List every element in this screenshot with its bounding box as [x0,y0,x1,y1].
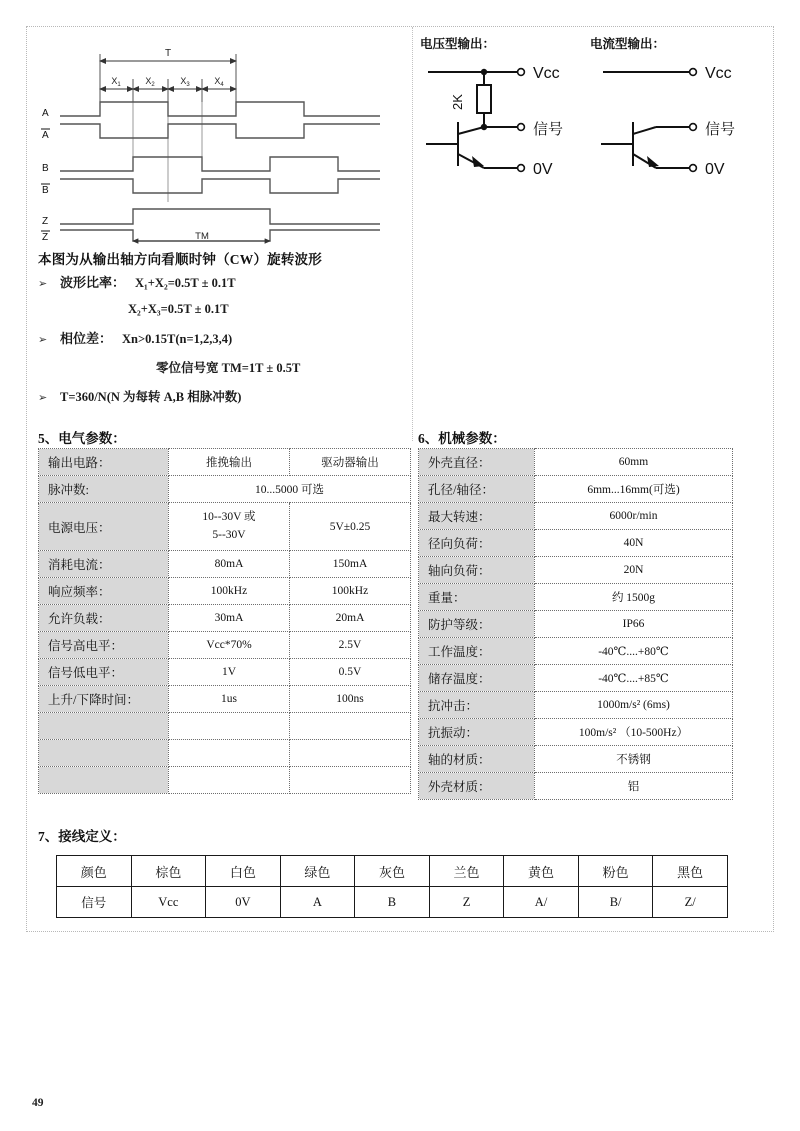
wiring-header-color: 颜色 [57,856,132,887]
current-terminal-vcc [690,69,697,76]
wiring-color-green: 绿色 [280,856,355,887]
elec-value-rise-fall-pushpull: 1us [169,686,290,713]
mech-value-protection-class: IP66 [535,611,733,638]
section-6-heading: 6、机械参数： [418,431,506,446]
waveform-signal-label-A-inv: A [42,130,49,141]
voltage-label-vcc: Vcc [533,65,560,82]
wiring-signal-z: Z [429,887,504,918]
waveform-label-x2: $X_2$ [145,76,155,88]
mech-value-vibration-resistance: 100m/s² （10-500Hz） [535,719,733,746]
mech-value-axial-load: 20N [535,557,733,584]
waveform-signal-label-A: A [42,108,49,119]
elec-value-high-level-driver: 2.5V [290,632,411,659]
elec-label-empty-1 [39,713,169,740]
table-row [419,449,733,476]
note-label-ratio: 波形比率： [60,275,126,290]
wiring-signal-b: B [355,887,430,918]
table-row [419,557,733,584]
wiring-definition-table [56,855,728,918]
waveform-notes-list [38,272,408,416]
mech-label-shaft-material: 轴的材质： [419,746,535,773]
mech-label-housing-diameter: 外壳直径： [419,449,535,476]
wiring-color-blue: 兰色 [429,856,504,887]
table-row [39,605,411,632]
elec-value-load-driver: 20mA [290,605,411,632]
table-row [39,503,411,551]
table-row [419,665,733,692]
elec-value-supply-voltage-driver: 5V±0.25 [290,503,411,551]
elec-label-load: 允许负载： [39,605,169,632]
mech-value-storage-temp: -40℃....+85℃ [535,665,733,692]
elec-label-rise-fall-time: 上升/下降时间： [39,686,169,713]
table-row [419,530,733,557]
mech-label-storage-temp: 储存温度： [419,665,535,692]
output-circuit-diagrams [418,34,762,234]
table-row [419,584,733,611]
elec-value-consumption-pushpull: 80mA [169,551,290,578]
table-row [419,773,733,800]
waveform-caption: 本图为从输出轴方向看顺时钟（CW）旋转波形 [38,252,322,267]
wiring-signal-a: A [280,887,355,918]
mech-value-shock-resistance: 1000m/s² (6ms) [535,692,733,719]
waveform-label-x1: $X_1$ [111,76,121,88]
current-terminal-0v [690,165,697,172]
voltage-label-signal: 信号 [533,122,564,138]
elec-value-supply-voltage-pushpull [169,503,290,551]
voltage-terminal-signal [518,124,525,131]
table-row [419,638,733,665]
elec-col-header-push-pull: 推挽输出 [169,449,290,476]
waveform-trace-A [60,102,380,116]
mech-value-radial-load: 40N [535,530,733,557]
elec-value-load-pushpull: 30mA [169,605,290,632]
mech-label-shock-resistance: 抗冲击： [419,692,535,719]
elec-label-frequency: 响应频率： [39,578,169,605]
wiring-signal-vcc: Vcc [131,887,206,918]
waveform-label-T: T [164,48,172,59]
elec-value-empty-1b [290,713,411,740]
wiring-color-pink: 粉色 [578,856,653,887]
note-item-phase [38,328,408,347]
mech-label-protection-class: 防护等级： [419,611,535,638]
elec-label-empty-3 [39,767,169,794]
waveform-signal-label-Z-inv: Z [42,232,49,243]
current-label-0v: 0V [705,161,725,178]
mech-label-bore-shaft: 孔径/轴径： [419,476,535,503]
wiring-signal-z-inv: Z/ [653,887,728,918]
electrical-parameters-table [38,448,411,794]
arrow-bullet-icon: ➢ [38,391,48,404]
waveform-timing-diagram [40,34,400,246]
note-value-phase: Xn>0.15T(n=1,2,3,4) [122,332,233,346]
supply-voltage-line-1: 10--30V 或 [202,510,256,523]
note-value-ratio-2: X₂+X₃=0.5T ± 0.1T [128,302,229,316]
note-item-ratio [38,272,408,291]
waveform-trace-B-inv [60,179,380,193]
table-row [39,767,411,794]
elec-label-pulses: 脉冲数: [39,476,169,503]
wiring-color-gray: 灰色 [355,856,430,887]
elec-value-consumption-driver: 150mA [290,551,411,578]
note-value-ratio: X₁+X₂=0.5T ± 0.1T [135,276,236,290]
waveform-label-x3: $X_3$ [180,76,190,88]
table-row [39,659,411,686]
mech-label-vibration-resistance: 抗振动： [419,719,535,746]
current-label-signal: 信号 [705,122,736,138]
column-divider [412,27,413,441]
table-row [39,551,411,578]
table-row [39,578,411,605]
current-output-schematic [601,72,690,168]
elec-value-empty-1a [169,713,290,740]
elec-value-rise-fall-driver: 100ns [290,686,411,713]
mech-value-bore-shaft: 6mm...16mm(可选) [535,476,733,503]
voltage-terminal-vcc [518,69,525,76]
current-output-title: 电流型输出： [590,37,666,51]
table-row [39,740,411,767]
waveform-trace-Z [60,209,380,224]
waveform-label-TM: TM [195,231,209,242]
waveform-label-x4: $X_4$ [214,76,224,88]
wiring-color-black: 黑色 [653,856,728,887]
mech-value-operating-temp: -40℃....+80℃ [535,638,733,665]
table-row [419,746,733,773]
mech-value-max-speed: 6000r/min [535,503,733,530]
elec-col-header-driver: 驱动器输出 [290,449,411,476]
note-value-period: T=360/N(N 为每转 A,B 相脉冲数) [60,390,242,404]
elec-value-low-level-pushpull: 1V [169,659,290,686]
waveform-signal-label-B: B [42,163,49,174]
elec-value-empty-3a [169,767,290,794]
mech-label-housing-material: 外壳材质： [419,773,535,800]
wiring-signal-a-inv: A/ [504,887,579,918]
wiring-signal-b-inv: B/ [578,887,653,918]
table-row [39,476,411,503]
elec-value-frequency-pushpull: 100kHz [169,578,290,605]
wiring-color-yellow: 黄色 [504,856,579,887]
table-row-colors [57,856,728,887]
waveform-signal-label-B-inv: B [42,185,49,196]
resistor-label-2k: 2K [450,94,465,110]
elec-label-high-level: 信号高电平： [39,632,169,659]
table-row [419,719,733,746]
supply-voltage-line-2: 5--30V [212,528,246,541]
table-row [419,476,733,503]
mechanical-parameters-table [418,448,733,800]
mech-value-housing-diameter: 60mm [535,449,733,476]
elec-value-empty-2b [290,740,411,767]
mech-value-weight: 约 1500g [535,584,733,611]
elec-value-low-level-driver: 0.5V [290,659,411,686]
wiring-color-white: 白色 [206,856,281,887]
waveform-trace-Z-inv [60,230,380,241]
waveform-signal-label-Z: Z [42,216,49,227]
voltage-output-schematic [426,69,518,168]
mech-label-max-speed: 最大转速： [419,503,535,530]
arrow-bullet-icon: ➢ [38,333,48,346]
table-row [419,692,733,719]
page-number: 49 [32,1097,44,1109]
table-row [419,611,733,638]
current-label-vcc: Vcc [705,65,732,82]
section-5-heading: 5、电气参数： [38,431,126,446]
elec-label-consumption: 消耗电流： [39,551,169,578]
mech-label-axial-load: 轴向负荷： [419,557,535,584]
table-row [39,632,411,659]
elec-value-high-level-pushpull: Vcc*70% [169,632,290,659]
note-item-period [38,387,408,405]
table-row [39,686,411,713]
wiring-color-brown: 棕色 [131,856,206,887]
waveform-trace-A-inv [60,124,380,138]
elec-label-low-level: 信号低电平： [39,659,169,686]
note-label-phase: 相位差： [60,331,113,346]
wiring-signal-0v: 0V [206,887,281,918]
section-7-heading: 7、接线定义： [38,829,126,844]
elec-value-pulses: 10...5000 可选 [169,476,411,503]
table-row [419,503,733,530]
elec-label-supply-voltage: 电源电压： [39,503,169,551]
note-value-zero-width: 零位信号宽 TM=1T ± 0.5T [156,361,301,375]
elec-label-empty-2 [39,740,169,767]
mech-value-housing-material: 铝 [535,773,733,800]
mech-label-radial-load: 径向负荷： [419,530,535,557]
mech-value-shaft-material: 不锈钢 [535,746,733,773]
elec-value-frequency-driver: 100kHz [290,578,411,605]
voltage-terminal-0v [518,165,525,172]
elec-col-header-circuit: 输出电路： [39,449,169,476]
elec-value-empty-3b [290,767,411,794]
wiring-header-signal: 信号 [57,887,132,918]
voltage-label-0v: 0V [533,161,553,178]
mech-label-weight: 重量： [419,584,535,611]
current-terminal-signal [690,124,697,131]
table-row-signals [57,887,728,918]
elec-value-empty-2a [169,740,290,767]
mech-label-operating-temp: 工作温度： [419,638,535,665]
waveform-trace-B [60,157,380,171]
table-row [39,449,411,476]
arrow-bullet-icon: ➢ [38,277,48,290]
table-row [39,713,411,740]
voltage-output-title: 电压型输出： [420,37,496,51]
